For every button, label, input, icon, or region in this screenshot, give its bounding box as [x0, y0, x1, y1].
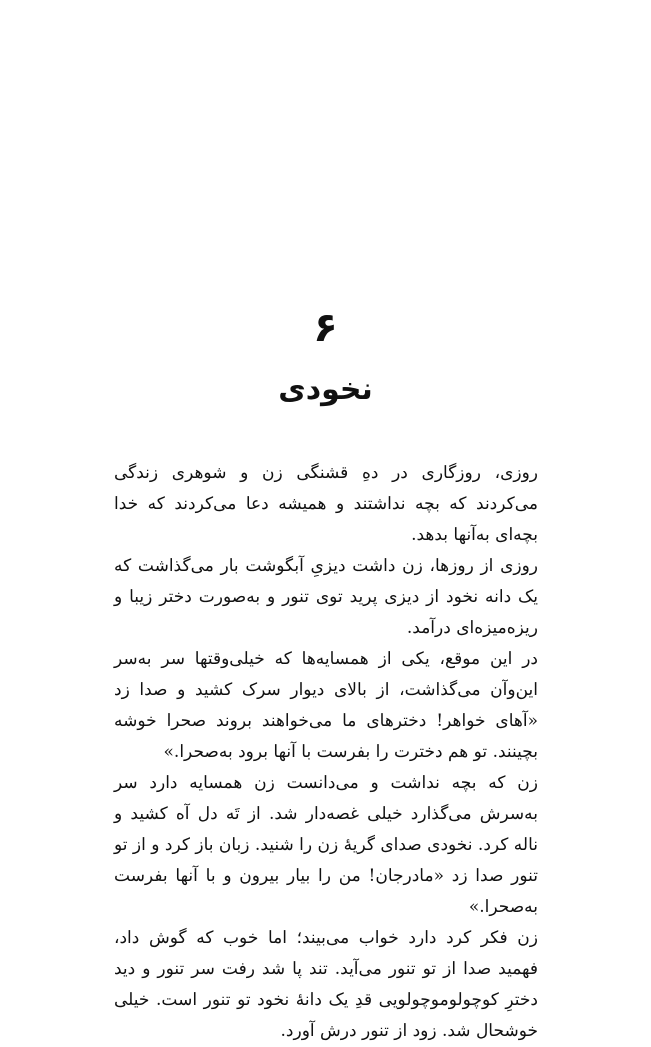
paragraph-5: زن فکر کرد دارد خواب می‌بیند؛ اما خوب که گوش داد، فهمید صدا از تو تنور می‌آید. تند پا شد رفت سر تنور و دید دخترِ کوچولوموچولویی قدِ یک دانهٔ نخود تو تنور است. خیلی خوشحال شد. زود از تنور درش آورد. — [114, 928, 538, 1041]
paragraph-4: زن که بچه نداشت و می‌دانست زن همسایه دارد سر به‌سرش می‌گذارد خیلی غصه‌دار شد. از تَه دل آه کشید و ناله کرد. نخودی صدای گریهٔ زن را شنید. زبان باز کرد و از تو تنور صدا زد «مادرجان! من را بیار بیرون و با آنها بفرست به‌صحرا.» — [114, 773, 538, 917]
chapter-body — [114, 458, 538, 1047]
paragraph-3: در این موقع، یکی از همسایه‌ها که خیلی‌وقتها سر به‌سر این‌وآن می‌گذاشت، از بالای دیوار سرک کشید و صدا زد «آهای خواهر! دخترهای ما می‌خواهند بروند صحرا خوشه بچینند. تو هم دخترت را بفرست با آنها برود به‌صحرا.» — [114, 649, 538, 762]
chapter-title: نخودی — [278, 372, 373, 407]
paragraph-1: روزی، روزگاری در دهِ قشنگی زن و شوهری زندگی می‌کردند که بچه نداشتند و همیشه دعا می‌کردند که خدا بچه‌ای به‌آنها بدهد. — [114, 463, 538, 545]
paragraph-2: روزی از روزها، زن داشت دیزیِ آبگوشت بار می‌گذاشت که یک دانه نخود از دیزی پرید توی تنور و به‌صورت دختر زیبا و ریزه‌میزه‌ای درآمد. — [114, 556, 538, 638]
chapter-number: ۶ — [313, 305, 338, 351]
